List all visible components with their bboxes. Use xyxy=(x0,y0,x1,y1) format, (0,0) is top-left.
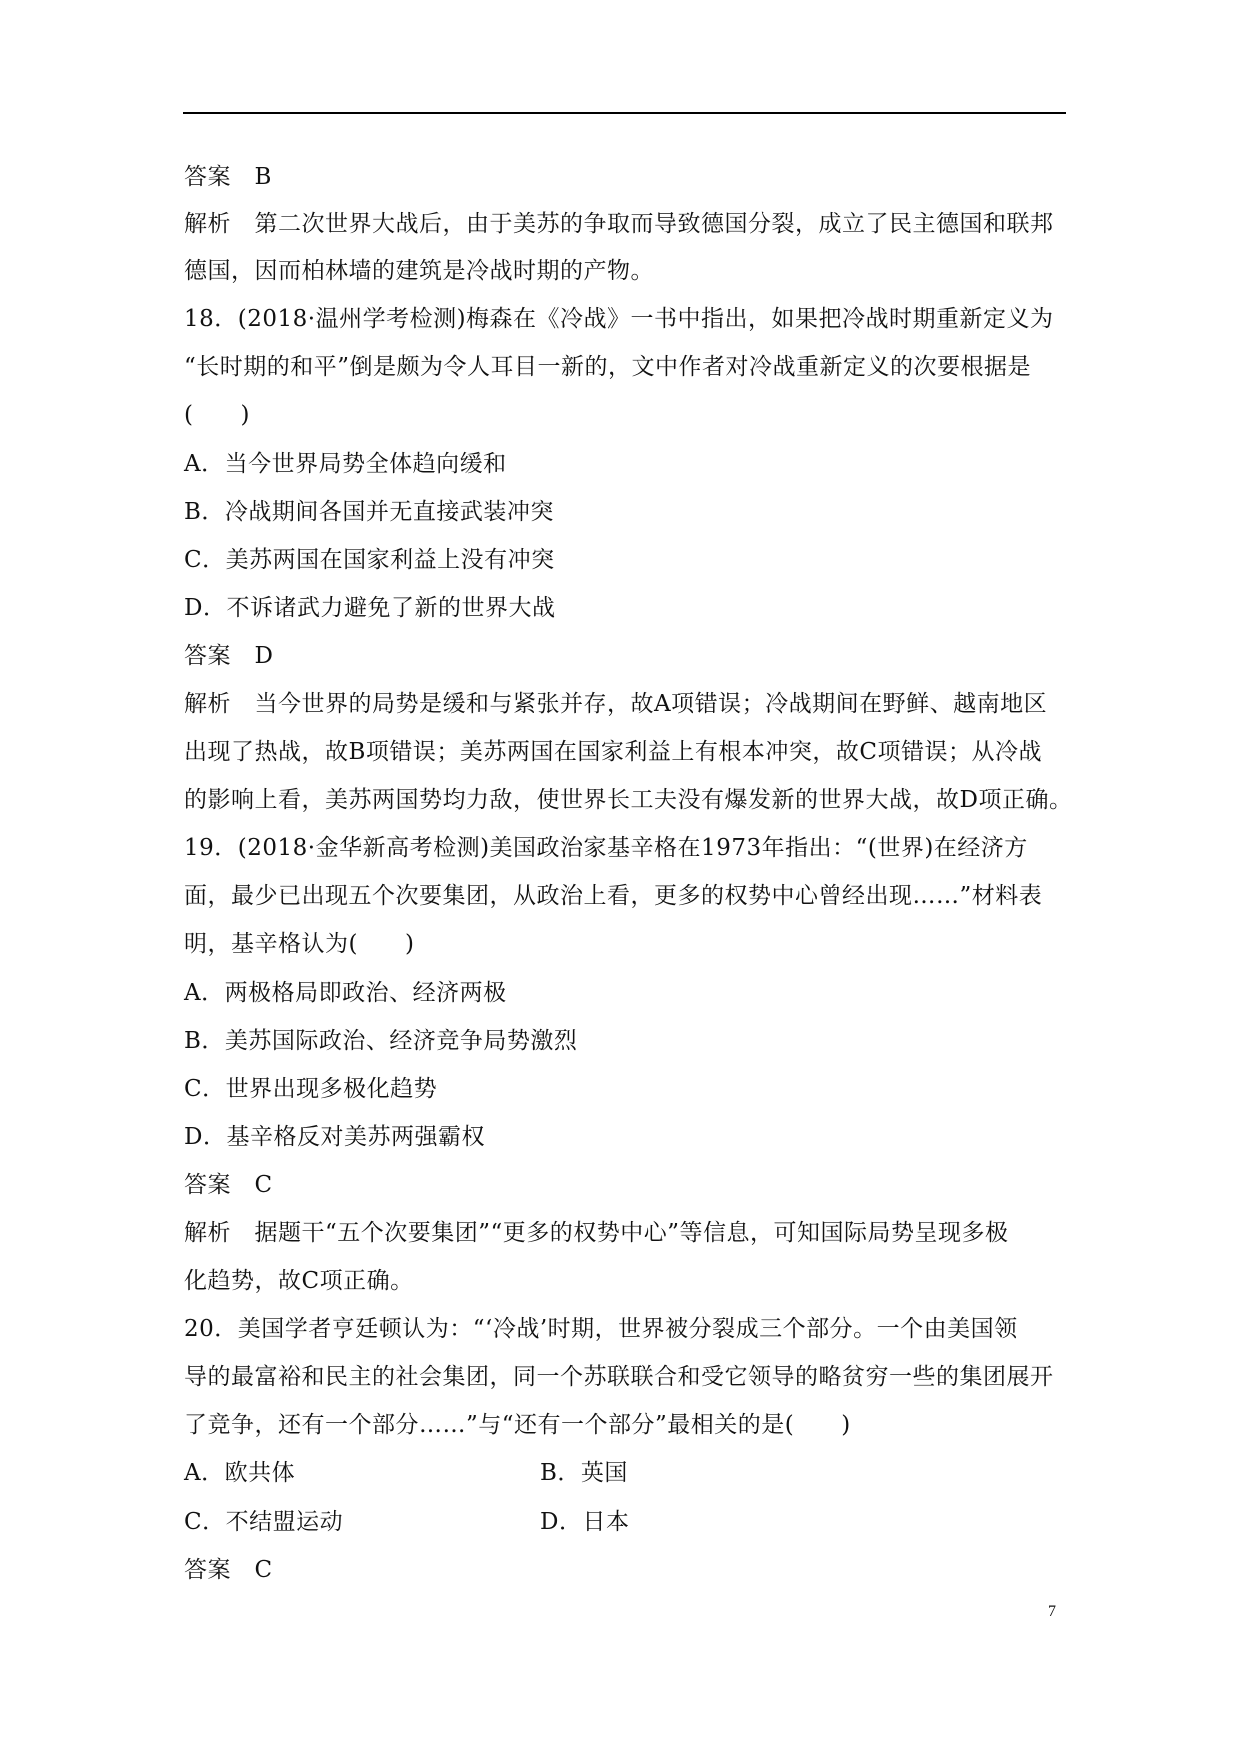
prev-analysis-line-1: 解析 第二次世界大战后，由于美苏的争取而导致德国分裂，成立了民主德国和联邦 xyxy=(184,211,1054,237)
q20-option-c: C．不结盟运动 xyxy=(184,1509,344,1535)
q19-analysis-line-2: 化趋势，故C项正确。 xyxy=(184,1268,414,1294)
q19-analysis-line-1: 解析 据题干“五个次要集团”“更多的权势中心”等信息，可知国际局势呈现多极 xyxy=(184,1220,1009,1246)
q18-answer: 答案 D xyxy=(184,643,274,669)
q19-option-a: A．两极格局即政治、经济两极 xyxy=(184,980,507,1006)
q19-option-c: C．世界出现多极化趋势 xyxy=(184,1076,438,1102)
prev-analysis-line-2: 德国，因而柏林墙的建筑是冷战时期的产物。 xyxy=(184,258,654,284)
q18-stem-line-2: “长时期的和平”倒是颇为令人耳目一新的，文中作者对冷战重新定义的次要根据是 xyxy=(184,354,1032,380)
q20-stem-line-3: 了竞争，还有一个部分……”与“还有一个部分”最相关的是( ) xyxy=(184,1412,851,1438)
q20-answer: 答案 C xyxy=(184,1557,273,1583)
q18-analysis-line-2: 出现了热战，故B项错误；美苏两国在国家利益上有根本冲突，故C项错误；从冷战 xyxy=(184,739,1042,765)
q20-stem-line-1: 20．美国学者亨廷顿认为：“‘冷战’时期，世界被分裂成三个部分。一个由美国领 xyxy=(184,1316,1018,1342)
q20-option-a: A．欧共体 xyxy=(184,1460,296,1486)
q18-option-a: A．当今世界局势全体趋向缓和 xyxy=(184,451,507,477)
q18-stem-line-1: 18．(2018·温州学考检测)梅森在《冷战》一书中指出，如果把冷战时期重新定义为 xyxy=(184,306,1054,332)
q20-stem-line-2: 导的最富裕和民主的社会集团，同一个苏联联合和受它领导的略贫穷一些的集团展开 xyxy=(184,1364,1054,1390)
q19-stem-line-2: 面，最少已出现五个次要集团，从政治上看，更多的权势中心曾经出现……”材料表 xyxy=(184,883,1043,909)
q20-option-d: D．日本 xyxy=(540,1509,630,1535)
page-number: 7 xyxy=(1048,1603,1056,1620)
q19-answer: 答案 C xyxy=(184,1172,273,1198)
q19-stem-line-3: 明，基辛格认为( ) xyxy=(184,931,415,957)
prev-answer: 答案 B xyxy=(184,164,272,190)
q20-option-b: B．英国 xyxy=(540,1460,628,1486)
q19-option-b: B．美苏国际政治、经济竞争局势激烈 xyxy=(184,1028,578,1054)
q18-analysis-line-3: 的影响上看，美苏两国势均力敌，使世界长工夫没有爆发新的世界大战，故D项正确。 xyxy=(184,787,1073,813)
q19-option-d: D．基辛格反对美苏两强霸权 xyxy=(184,1124,485,1150)
q18-option-d: D．不诉诸武力避免了新的世界大战 xyxy=(184,595,556,621)
q18-stem-line-3: ( ) xyxy=(184,402,250,428)
q18-option-b: B．冷战期间各国并无直接武装冲突 xyxy=(184,499,554,525)
q19-stem-line-1: 19．(2018·金华新高考检测)美国政治家基辛格在1973年指出：“(世界)在经济方 xyxy=(184,835,1028,861)
header-rule xyxy=(183,112,1066,114)
q18-option-c: C．美苏两国在国家利益上没有冲突 xyxy=(184,547,555,573)
q18-analysis-line-1: 解析 当今世界的局势是缓和与紧张并存，故A项错误；冷战期间在野鲜、越南地区 xyxy=(184,691,1048,717)
